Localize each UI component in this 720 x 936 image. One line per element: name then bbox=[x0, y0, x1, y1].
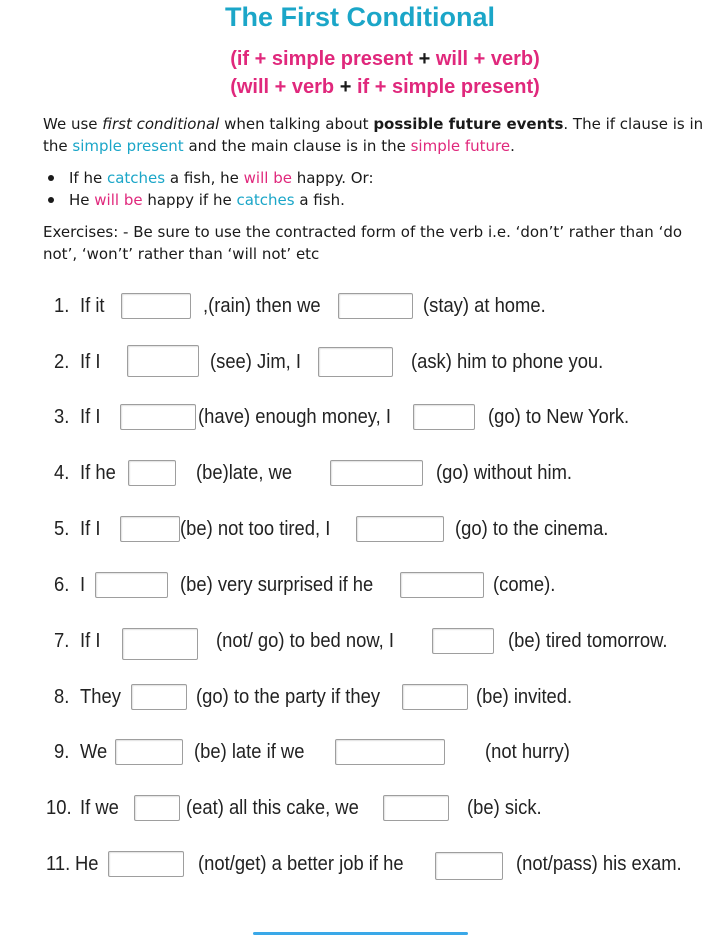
example-verb-present: catches bbox=[236, 191, 295, 209]
exercise-row-8 bbox=[0, 680, 720, 716]
exercise-text: (eat) all this cake, we bbox=[186, 797, 359, 819]
answer-input[interactable] bbox=[115, 739, 183, 765]
page-title: The First Conditional bbox=[225, 2, 495, 32]
exercise-row-3 bbox=[0, 400, 720, 436]
formula-1-close: ) bbox=[533, 48, 540, 70]
answer-input[interactable] bbox=[120, 516, 180, 542]
exercise-number: 10. bbox=[46, 797, 72, 819]
answer-input[interactable] bbox=[432, 628, 494, 654]
answer-input[interactable] bbox=[318, 347, 393, 377]
formula-2-part-b: if + simple present bbox=[356, 76, 534, 98]
exercise-text: If I bbox=[80, 518, 101, 540]
exercise-text: (ask) him to phone you. bbox=[411, 351, 604, 373]
exercise-row-5 bbox=[0, 512, 720, 548]
exercise-number: 11. bbox=[46, 853, 71, 875]
exercise-text: ,(rain) then we bbox=[203, 295, 321, 317]
answer-input[interactable] bbox=[95, 572, 168, 598]
answer-input[interactable] bbox=[134, 795, 180, 821]
exercise-text: (be) late if we bbox=[194, 741, 305, 763]
exercise-text: If he bbox=[80, 462, 116, 484]
exercise-text: (not/ go) to bed now, I bbox=[216, 630, 394, 652]
answer-input[interactable] bbox=[330, 460, 423, 486]
exercise-text: (go) to the party if they bbox=[196, 686, 381, 708]
answer-input[interactable] bbox=[122, 628, 198, 660]
exercise-text: (go) without him. bbox=[436, 462, 573, 484]
intro-simple-present: simple present bbox=[72, 137, 184, 155]
exercise-text: (be) sick. bbox=[467, 797, 542, 819]
formula-1-open: ( bbox=[230, 48, 237, 70]
exercise-row-1 bbox=[0, 289, 720, 325]
example-verb-future: will be bbox=[94, 191, 143, 209]
exercise-row-4 bbox=[0, 456, 720, 492]
exercise-text: (be) very surprised if he bbox=[180, 574, 374, 596]
example-item bbox=[45, 167, 374, 189]
answer-input[interactable] bbox=[400, 572, 484, 598]
intro-text: and the main clause is in the bbox=[183, 137, 411, 155]
exercise-text: (go) to the cinema. bbox=[455, 518, 609, 540]
answer-input[interactable] bbox=[108, 851, 184, 877]
formula-1-part-a: if + simple present bbox=[236, 48, 414, 70]
exercise-row-7 bbox=[0, 624, 720, 660]
exercise-row-11 bbox=[0, 847, 720, 883]
exercise-text: (be)late, we bbox=[196, 462, 293, 484]
intro-text: We use bbox=[43, 115, 103, 133]
formula-2-part-a: will + verb bbox=[236, 76, 335, 98]
formula-line-1 bbox=[0, 48, 720, 71]
exercise-text: (have) enough money, I bbox=[198, 406, 391, 428]
exercise-number: 3. bbox=[54, 406, 70, 428]
exercise-row-6 bbox=[0, 568, 720, 604]
exercise-number: 9. bbox=[54, 741, 70, 763]
answer-input[interactable] bbox=[131, 684, 187, 710]
exercise-text: (be) invited. bbox=[476, 686, 573, 708]
intro-text: . bbox=[510, 137, 515, 155]
answer-input[interactable] bbox=[338, 293, 413, 319]
exercise-text: They bbox=[80, 686, 121, 708]
example-text: a fish, he bbox=[165, 169, 244, 187]
formula-2-open: ( bbox=[230, 76, 237, 98]
exercise-row-2 bbox=[0, 345, 720, 381]
exercise-text: (not/pass) his exam. bbox=[516, 853, 682, 875]
formula-1-plus: + bbox=[413, 48, 436, 70]
answer-input[interactable] bbox=[127, 345, 199, 377]
exercise-number: 5. bbox=[54, 518, 70, 540]
exercise-text: (come). bbox=[493, 574, 556, 596]
exercise-number: 7. bbox=[54, 630, 70, 652]
answer-input[interactable] bbox=[402, 684, 468, 710]
intro-simple-future: simple future bbox=[410, 137, 511, 155]
exercise-text: (not/get) a better job if he bbox=[198, 853, 404, 875]
intro-text: . The if clause is in the bbox=[43, 115, 704, 155]
example-item bbox=[45, 189, 374, 211]
exercise-number: 4. bbox=[54, 462, 70, 484]
exercise-number: 8. bbox=[54, 686, 70, 708]
example-text: happy if he bbox=[142, 191, 237, 209]
example-text: a fish. bbox=[294, 191, 345, 209]
intro-paragraph bbox=[43, 113, 713, 157]
answer-input[interactable] bbox=[128, 460, 176, 486]
exercise-number: 6. bbox=[54, 574, 70, 596]
example-verb-present: catches bbox=[106, 169, 166, 187]
example-list bbox=[45, 167, 374, 211]
exercise-text: If I bbox=[80, 630, 101, 652]
exercise-row-10 bbox=[0, 791, 720, 827]
exercise-text: If I bbox=[80, 406, 101, 428]
exercise-text: I bbox=[80, 574, 86, 596]
exercise-text: (not hurry) bbox=[485, 741, 570, 763]
exercise-text: (go) to New York. bbox=[488, 406, 630, 428]
answer-input[interactable] bbox=[335, 739, 445, 765]
example-text: He bbox=[69, 191, 95, 209]
exercise-text: (be) not too tired, I bbox=[180, 518, 331, 540]
answer-input[interactable] bbox=[121, 293, 191, 319]
formula-line-2 bbox=[0, 76, 720, 99]
answer-input[interactable] bbox=[356, 516, 444, 542]
answer-input[interactable] bbox=[120, 404, 196, 430]
exercise-text: (be) tired tomorrow. bbox=[508, 630, 668, 652]
exercise-text: (see) Jim, I bbox=[210, 351, 301, 373]
formula-2-plus: + bbox=[334, 76, 357, 98]
example-text: happy. Or: bbox=[291, 169, 374, 187]
exercise-text: If it bbox=[80, 295, 105, 317]
exercise-text: (stay) at home. bbox=[423, 295, 546, 317]
formula-1-part-b: will + verb bbox=[435, 48, 534, 70]
intro-text: when talking about bbox=[219, 115, 374, 133]
exercise-number: 2. bbox=[54, 351, 70, 373]
exercise-text: We bbox=[80, 741, 108, 763]
answer-input[interactable] bbox=[413, 404, 475, 430]
bottom-divider bbox=[253, 932, 468, 935]
exercise-text: He bbox=[75, 853, 99, 875]
exercise-row-9 bbox=[0, 735, 720, 771]
exercise-text: If we bbox=[80, 797, 119, 819]
exercise-number: 1. bbox=[54, 295, 70, 317]
exercise-text: If I bbox=[80, 351, 101, 373]
example-verb-future: will be bbox=[243, 169, 292, 187]
example-text: If he bbox=[69, 169, 107, 187]
exercise-instructions: Exercises: - Be sure to use the contracted form of the verb i.e. ‘don’t’ rather than ‘do not’, ‘won’t’ rather than ‘will not’ etc bbox=[43, 223, 683, 263]
intro-emphasis: possible future events bbox=[373, 115, 564, 133]
answer-input[interactable] bbox=[383, 795, 449, 821]
answer-input[interactable] bbox=[435, 852, 503, 880]
formula-2-close: ) bbox=[533, 76, 540, 98]
intro-term: first conditional bbox=[102, 115, 220, 133]
